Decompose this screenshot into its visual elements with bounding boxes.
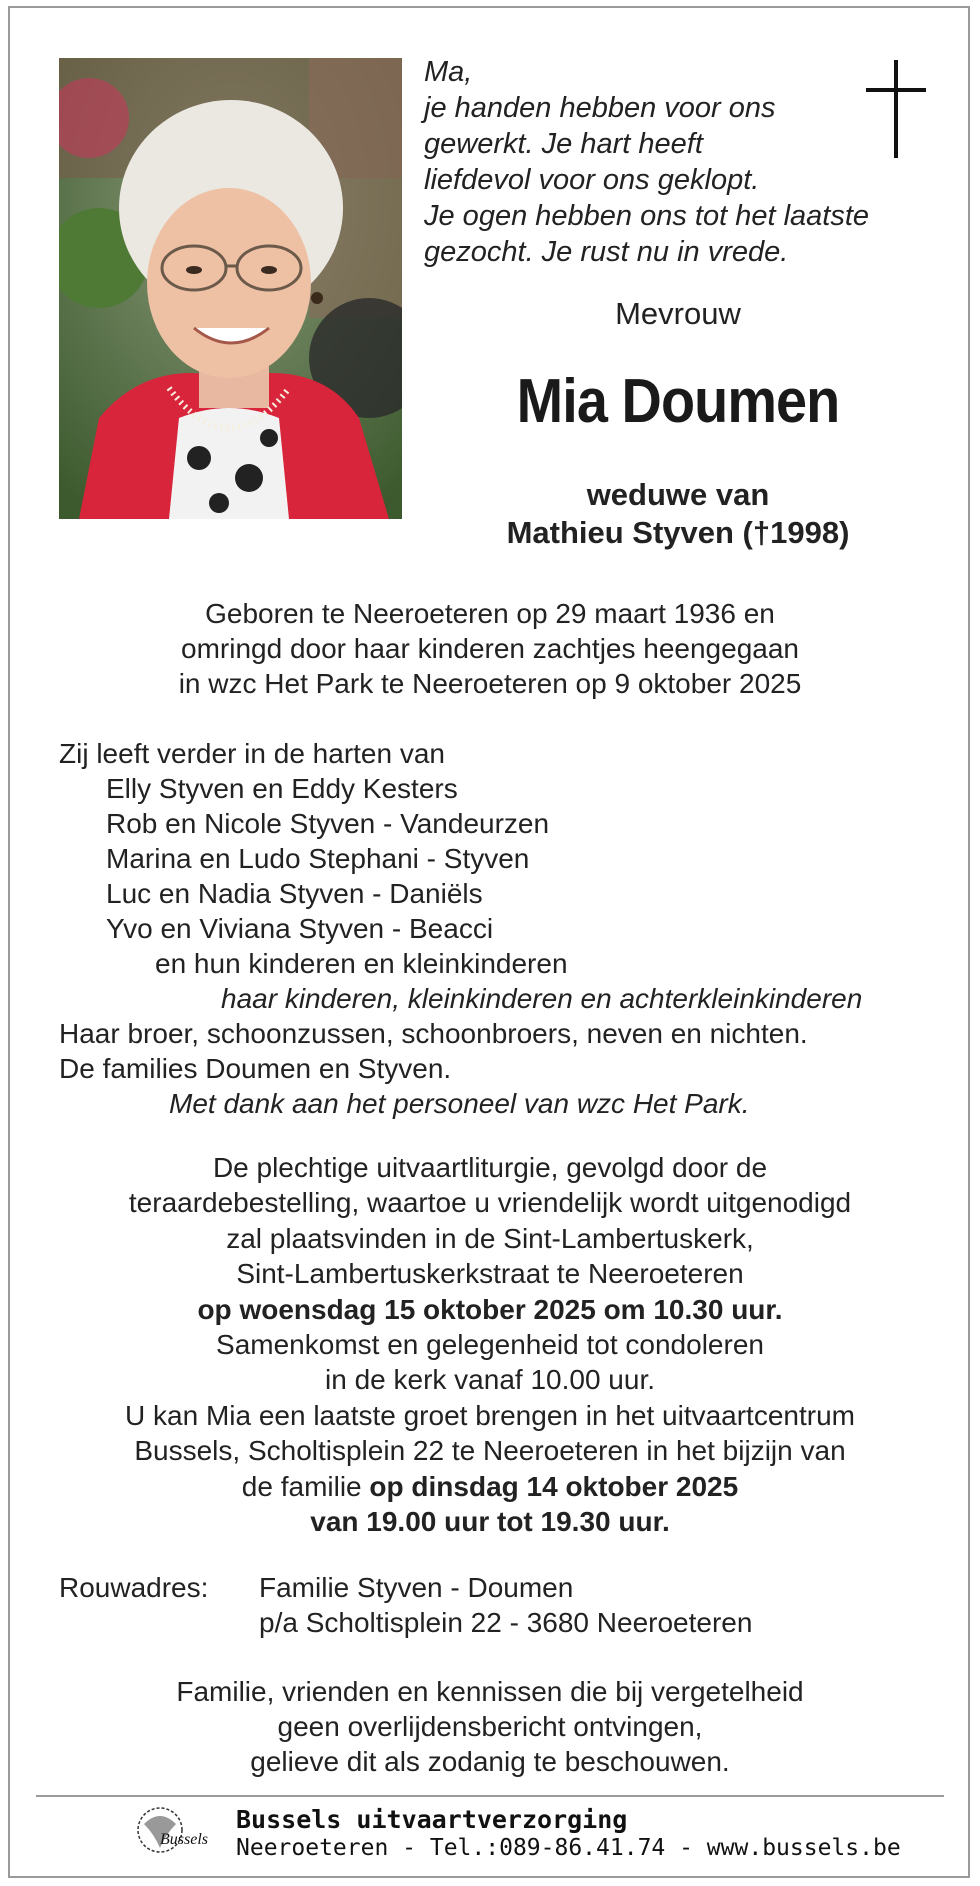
notice-line: geen overlijdensbericht ontvingen, xyxy=(277,1711,703,1742)
ceremony-info xyxy=(30,1150,950,1539)
info-line: omringd door haar kinderen zachtjes heengegaan xyxy=(181,633,799,664)
survivors-list xyxy=(59,736,959,1121)
address-line: p/a Scholtisplein 22 - 3680 Neeroeteren xyxy=(259,1607,753,1638)
title-prefix: Mevrouw xyxy=(615,296,741,331)
deceased-name: Mia Doumen xyxy=(516,367,840,436)
poem-line: Je ogen hebben ons tot het laatste xyxy=(424,200,870,232)
mourning-address xyxy=(59,1570,752,1640)
bussels-logo-icon xyxy=(130,1804,222,1862)
ceremony-line: Sint-Lambertuskerkstraat te Neeroeteren xyxy=(236,1258,744,1290)
birth-death-info xyxy=(30,596,950,701)
footer-divider xyxy=(36,1795,944,1797)
info-line: Geboren te Neeroeteren op 29 maart 1936 en xyxy=(205,598,775,629)
child-entry: Luc en Nadia Styven - Daniëls xyxy=(106,878,483,909)
company-name: Bussels uitvaartverzorging xyxy=(236,1805,628,1834)
ceremony-line: in de kerk vanaf 10.00 uur. xyxy=(325,1364,655,1396)
child-entry: Rob en Nicole Styven - Vandeurzen xyxy=(106,808,550,839)
company-contact: Neeroeteren - Tel.:089-86.41.74 - www.bussels.be xyxy=(236,1835,901,1861)
svg-text:Bussels: Bussels xyxy=(160,1831,208,1848)
relatives-line: Haar broer, schoonzussen, schoonbroers, neven en nichten. xyxy=(59,1018,808,1049)
spouse-info xyxy=(424,476,932,552)
thanks-line: Met dank aan het personeel van wzc Het Park. xyxy=(169,1088,750,1119)
viewing-time: van 19.00 uur tot 19.30 uur. xyxy=(310,1506,670,1538)
signature-line: haar kinderen, kleinkinderen en achterkleinkinderen xyxy=(221,983,863,1014)
ceremony-line: U kan Mia een laatste groet brengen in het uitvaartcentrum xyxy=(125,1399,855,1431)
child-entry: Yvo en Viviana Styven - Beacci xyxy=(106,913,494,944)
ceremony-line: teraardebestelling, waartoe u vriendelijk wordt uitgenodigd xyxy=(128,1187,852,1219)
ceremony-line: zal plaatsvinden in de Sint-Lambertuskerk, xyxy=(226,1222,754,1254)
notice xyxy=(30,1674,950,1779)
cross-icon xyxy=(866,60,926,160)
poem-line: gewerkt. Je hart heeft xyxy=(424,128,703,160)
address-line: Familie Styven - Doumen xyxy=(259,1572,574,1603)
grandchildren-line: en hun kinderen en kleinkinderen xyxy=(155,948,568,979)
footer xyxy=(236,1806,901,1862)
ceremony-datetime: op woensdag 15 oktober 2025 om 10.30 uur. xyxy=(197,1293,783,1325)
notice-line: Familie, vrienden en kennissen die bij vergetelheid xyxy=(176,1676,804,1707)
notice-line: gelieve dit als zodanig te beschouwen. xyxy=(250,1746,730,1777)
poem-line: je handen hebben voor ons xyxy=(424,92,776,124)
ceremony-line: Samenkomst en gelegenheid tot condoleren xyxy=(216,1329,764,1361)
info-line: in wzc Het Park te Neeroeteren op 9 oktober 2025 xyxy=(178,668,802,699)
poem-line: gezocht. Je rust nu in vrede. xyxy=(424,236,789,268)
families-line: De families Doumen en Styven. xyxy=(59,1053,452,1084)
poem-line: Ma, xyxy=(424,56,473,88)
spouse-name: Mathieu Styven (†1998) xyxy=(506,515,850,550)
viewing-date: de familie op dinsdag 14 oktober 2025 xyxy=(241,1470,739,1502)
child-entry: Marina en Ludo Stephani - Styven xyxy=(106,843,530,874)
spouse-label: weduwe van xyxy=(586,477,770,512)
ceremony-line: De plechtige uitvaartliturgie, gevolgd door de xyxy=(212,1152,768,1183)
portrait-photo xyxy=(59,58,402,519)
poem-line: liefdevol voor ons geklopt. xyxy=(424,164,760,196)
ceremony-line: Bussels, Scholtisplein 22 te Neeroeteren in het bijzijn van xyxy=(134,1435,846,1467)
address-label: Rouwadres: xyxy=(59,1572,209,1603)
survivors-intro: Zij leeft verder in de harten van xyxy=(59,738,445,769)
child-entry: Elly Styven en Eddy Kesters xyxy=(106,773,458,804)
